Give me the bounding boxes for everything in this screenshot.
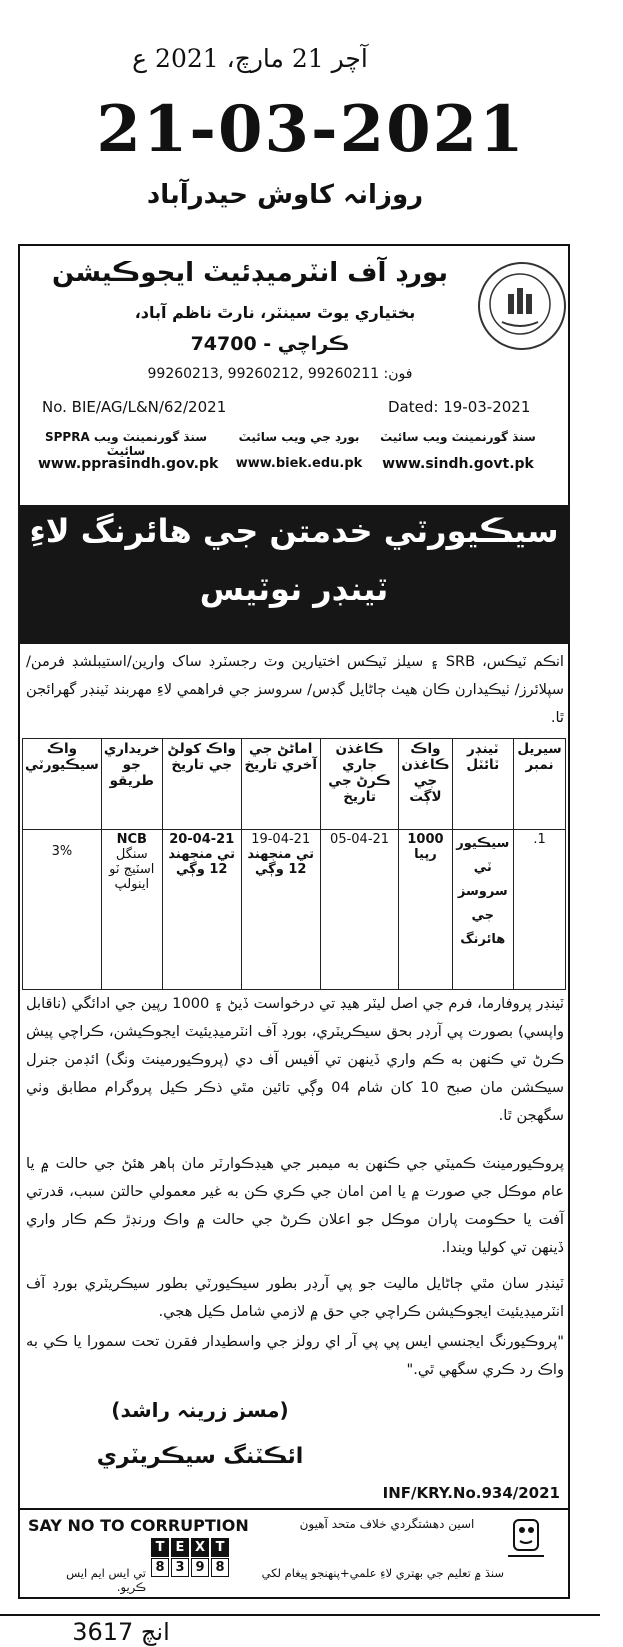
site-board-url: www.biek.edu.pk (235, 456, 363, 471)
site-sindh-url: www.sindh.govt.pk (382, 456, 534, 472)
th-issue-date: ڪاغذن جاري ڪرڻ جي تاريخ (320, 739, 399, 830)
th-security: واڪ سيڪيورٽي (23, 739, 102, 830)
say-no-to-corruption: SAY NO TO CORRUPTION (28, 1516, 249, 1535)
method-code: NCB (116, 832, 147, 847)
site-sppra-label: SPPRA سنڌ گورنمينٽ ويب سائيٽ (44, 430, 208, 458)
site-board-label: بورڊ جي ويب سائيٽ (238, 430, 360, 444)
method-text: سنگل اسٽيج ٽو اينولپ (109, 847, 155, 892)
cell-cost: 1000 رپيا (399, 830, 452, 990)
sms-digit: 8 (211, 1558, 229, 1577)
last-date-value: 19-04-21 (251, 832, 311, 847)
signatory-name: (مسز زرينہ راشد) (111, 1398, 289, 1422)
cell-method (101, 830, 162, 990)
site-sindh-label: سنڌ گورنمينٽ ويب سائيٽ (380, 430, 536, 444)
reference-number: No. BIE/AG/L&N/62/2021 (42, 398, 227, 416)
mascot-icon (506, 1514, 546, 1560)
cell-issue-date: 05-04-21 (320, 830, 399, 990)
footer-divider (20, 1508, 568, 1510)
open-date-time: تي منجهند 12 وڳي (168, 847, 236, 877)
intro-paragraph: انڪم ٽيڪس، SRB ۽ سيلز ٽيڪس اختيارين وٽ رجسٽرڊ ساک وارين/استيبلشڊ فرمن/ سپلائرز/ ٺيڪيدارن ڪان هيٺ ڄاڻايل گڊس/ سروسز جي فراهمي لاءِ مهربند ٽينڊر گهرائجن ٿا. (26, 653, 564, 726)
inf-number: INF/KRY.No.934/2021 (382, 1484, 560, 1502)
th-serial: سيريل نمبر (514, 739, 566, 830)
th-method: خريداري جو طريقو (101, 739, 162, 830)
board-address-line2: ڪراچي - 74700 (190, 333, 350, 355)
cell-serial: 1. (514, 830, 566, 990)
cell-last-date (241, 830, 320, 990)
cell-security: 3% (23, 830, 102, 990)
board-address-line1: بختياري يوٿ سينٽر، نارٿ ناظم آباد، (134, 303, 416, 322)
text-box-letter: X (191, 1538, 209, 1557)
sms-digit: 9 (191, 1558, 209, 1577)
notice-title-line2: ٽينڊر نوٽيس (199, 570, 389, 608)
signatory-designation: ائڪٽنگ سيڪريٽري (96, 1444, 304, 1469)
paragraph-forms: ٽينڊر پروفارما، فرم جي اصل ليٽر هيڊ تي درخواست ڏيڻ ۽ 1000 رپين جي ادائگي (ناقابل واپسي) بصورت پي آرڊر بحق سيڪريٽري، بورڊ آف انٽرميڊيئيٽ ايجوڪيشن، ڪراچي پيش ڪرڻ تي ڪنهن به ڪم واري ڏينهن تي آفيس آف دي (پروڪيورمينٽ ونگ) ائڊمن جنرل سيڪشن مان صبح 10 کان شام 04 وڳي تائين مٿي ذڪر ڪيل پروگرام مطابق وٺي سگهجن ٿا. (26, 995, 564, 1124)
tender-table (22, 738, 566, 990)
bottom-scrawl: انچ 3617 (72, 1618, 170, 1646)
th-last-date: اماڻڻ جي آخري تاريخ (241, 739, 320, 830)
sms-digit: 3 (171, 1558, 189, 1577)
sms-message-line: سنڌ ۾ تعليم جي بهتري لاءِ علمي+پنهنجو پيغام لکي (261, 1566, 504, 1580)
open-date-value: 20-04-21 (169, 832, 235, 847)
cell-open-date (162, 830, 241, 990)
board-logo-icon (478, 262, 566, 350)
text-box-letter: T (211, 1538, 229, 1557)
notice-dated: Dated: 19-03-2021 (388, 398, 531, 416)
cell-title: سيڪيور ٽي سروسز جي هائرنگ (452, 830, 514, 990)
site-sppra-url: www.pprasindh.gov.pk (38, 456, 219, 472)
newspaper-name: روزانہ کاوش حيدرآباد (146, 180, 424, 210)
th-open-date: واڪ کولڻ جي تاريخ (162, 739, 241, 830)
table-row (23, 830, 566, 990)
th-title: ٽينڊر ٽائٽل (452, 739, 514, 830)
paragraph-security: ٽينڊر سان مٿي ڄاڻايل ماليت جو پي آرڊر بطور سيڪيورٽي بطور سيڪريٽري بورڊ آف انٽرميڊيئيٽ ايجوڪيشن ڪراچي جي حق ۾ لازمي شامل ڪيل هجي. (26, 1275, 564, 1320)
th-cost: واڪ ڪاغذن جي لاڳت (399, 739, 452, 830)
big-date: 21-03-2021 (96, 92, 526, 167)
text-box-letter: E (171, 1538, 189, 1557)
urdu-date: آچر 21 مارچ، 2021 ع (132, 44, 368, 73)
paragraph-holiday: پروڪيورمينٽ ڪميٽي جي ڪنهن به ميمبر جي هيڊڪوارٽر مان ٻاهر هئڻ جي حالت ۾ يا عام موڪل جي صورت ۾ يا امن امان جي ڪري ڪن به غير معمولي حالتن سبب، قدرتي آفت يا حڪومت پاران موڪل جو اعلان ڪرڻ جي حالت ۾ واڪ ورنڊڙ ڪم ڪار واري ڏينهن تي کوليا ويندا. (26, 1155, 564, 1256)
text-box-letter: T (151, 1538, 169, 1557)
notice-title-line1: سيڪيورٽي خدمتن جي هائرنگ لاءِ (29, 512, 559, 550)
sms-message-line2: تي ايس ايم ايس ڪريو. (66, 1566, 146, 1594)
sms-text-boxes (150, 1536, 230, 1557)
sms-digit: 8 (151, 1558, 169, 1577)
sms-number-boxes (150, 1556, 230, 1577)
paragraph-sppra: "پروڪيورنگ ايجنسي ايس پي پي آر اي رولز جي واسطيدار فقرن تحت سمورا يا ڪي به واڪ رد ڪري سگهي ٿي." (26, 1333, 564, 1378)
page-divider (0, 1614, 600, 1616)
say-no-urdu: اسين دهشتگردي خلاف متحد آهيون (299, 1517, 475, 1531)
board-phone: فون: 99260211 ,99260212 ,99260213 (147, 366, 413, 382)
last-date-time: تي منجهند 12 وڳي (247, 847, 315, 877)
board-name: بورڊ آف انٽرميڊئيٽ ايجوڪيشن (51, 258, 449, 288)
